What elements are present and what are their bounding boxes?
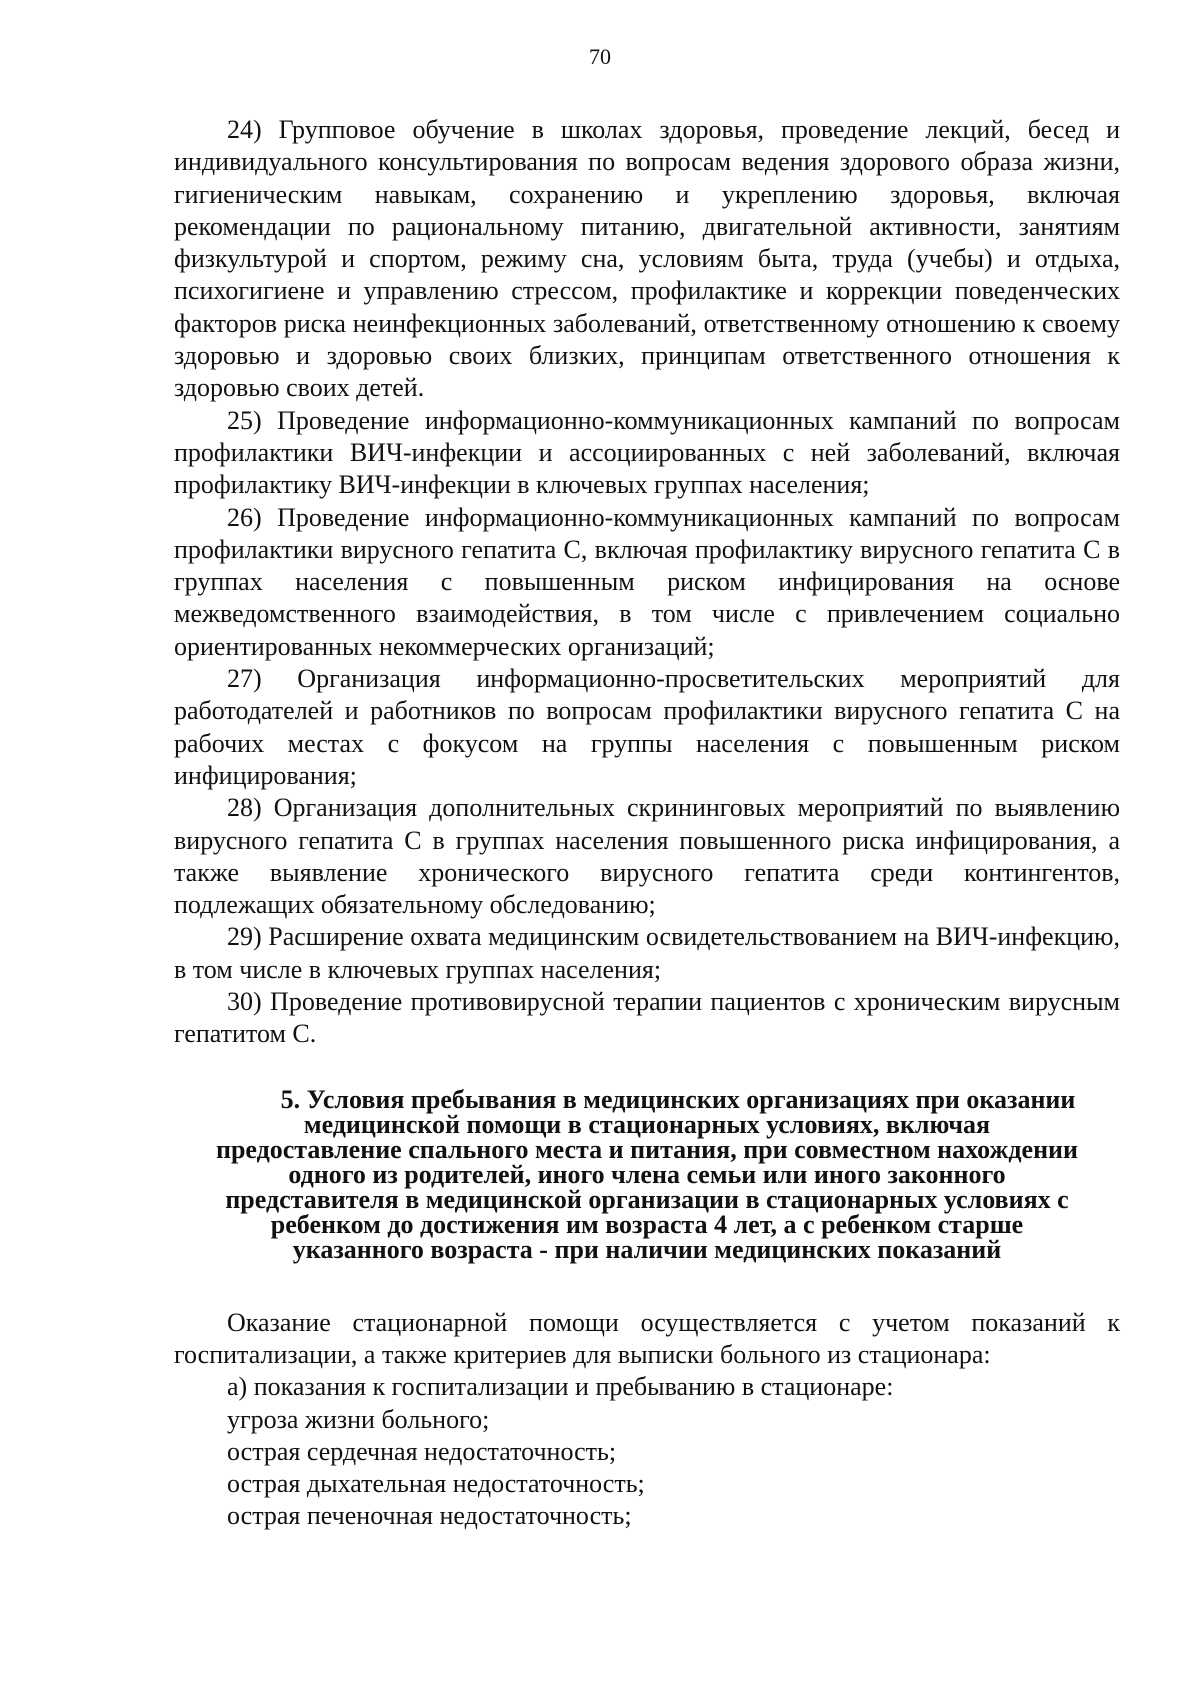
list-item: острая сердечная недостаточность; bbox=[227, 1436, 617, 1466]
paragraph-item-30: 30) Проведение противовирусной терапии пациентов с хроническим вирусным гепатитом С. bbox=[174, 987, 1120, 1049]
list-item: а) показания к госпитализации и пребыванию в стационаре: bbox=[227, 1372, 894, 1402]
heading-line: предоставление спального места и питания, при совместном нахождении bbox=[215, 1134, 1079, 1164]
page-number: 70 bbox=[589, 44, 611, 69]
list-item: угроза жизни больного; bbox=[227, 1404, 490, 1434]
heading-line: медицинской помощи в стационарных условиях, включая bbox=[303, 1109, 991, 1139]
paragraph-item-27: 27) Организация информационно-просветительских мероприятий для работодателей и работников по вопросам профилактики вирусного гепатита С на рабочих местах с фокусом на группы населения с повышенным риском инфицирования; bbox=[174, 664, 1120, 790]
paragraph-item-25: 25) Проведение информационно-коммуникационных кампаний по вопросам профилактики ВИЧ-инфекции и ассоциированных с ней заболеваний, включая профилактику ВИЧ-инфекции в ключевых группах населения; bbox=[174, 405, 1120, 500]
list-item: острая дыхательная недостаточность; bbox=[227, 1469, 645, 1499]
section-heading bbox=[174, 1084, 1120, 1264]
paragraph-item-29: 29) Расширение охвата медицинским освидетельствованием на ВИЧ-инфекцию, в том числе в ключевых группах населения; bbox=[174, 922, 1120, 984]
heading-line: указанного возраста - при наличии медицинских показаний bbox=[292, 1234, 1002, 1264]
heading-line: представителя в медицинской организации в стационарных условиях с bbox=[225, 1184, 1069, 1214]
paragraph-item-24: 24) Групповое обучение в школах здоровья, проведение лекций, бесед и индивидуального консультирования по вопросам ведения здорового образа жизни, гигиеническим навыкам, сохранению и укреплению здоровья, включая рекомендации по рациональному питанию, двигательной активности, занятиям физкультурой и спортом, режиму сна, условиям быта, труда (учебы) и отдыха, психогигиене и управлению стрессом, профилактике и коррекции поведенческих факторов риска неинфекционных заболеваний, ответственному отношению к своему здоровью и здоровью своих близких, принципам ответственного отношения к здоровью своих детей. bbox=[174, 115, 1120, 403]
heading-line: ребенком до достижения им возраста 4 лет, а с ребенком старше bbox=[270, 1209, 1024, 1239]
heading-line: 5. Условия пребывания в медицинских организациях при оказании bbox=[280, 1084, 1076, 1114]
heading-line: одного из родителей, иного члена семьи или иного законного bbox=[288, 1159, 1006, 1189]
document-body bbox=[174, 114, 1120, 1533]
paragraph-item-26: 26) Проведение информационно-коммуникационных кампаний по вопросам профилактики вирусного гепатита С, включая профилактику вирусного гепатита С в группах населения с повышенным риском инфицирования на основе межведомственного взаимодействия, в том числе с привлечением социально ориентированных некоммерческих организаций; bbox=[174, 502, 1120, 661]
paragraph-item-28: 28) Организация дополнительных скрининговых мероприятий по выявлению вирусного гепатита С в группах населения повышенного риска инфицирования, а также выявление хронического вирусного гепатита среди контингентов, подлежащих обязательному обследованию; bbox=[174, 793, 1120, 920]
list-item: острая печеночная недостаточность; bbox=[227, 1501, 632, 1531]
intro-paragraph: Оказание стационарной помощи осуществляется с учетом показаний к госпитализации, а также критериев для выписки больного из стационара: bbox=[174, 1307, 1120, 1369]
